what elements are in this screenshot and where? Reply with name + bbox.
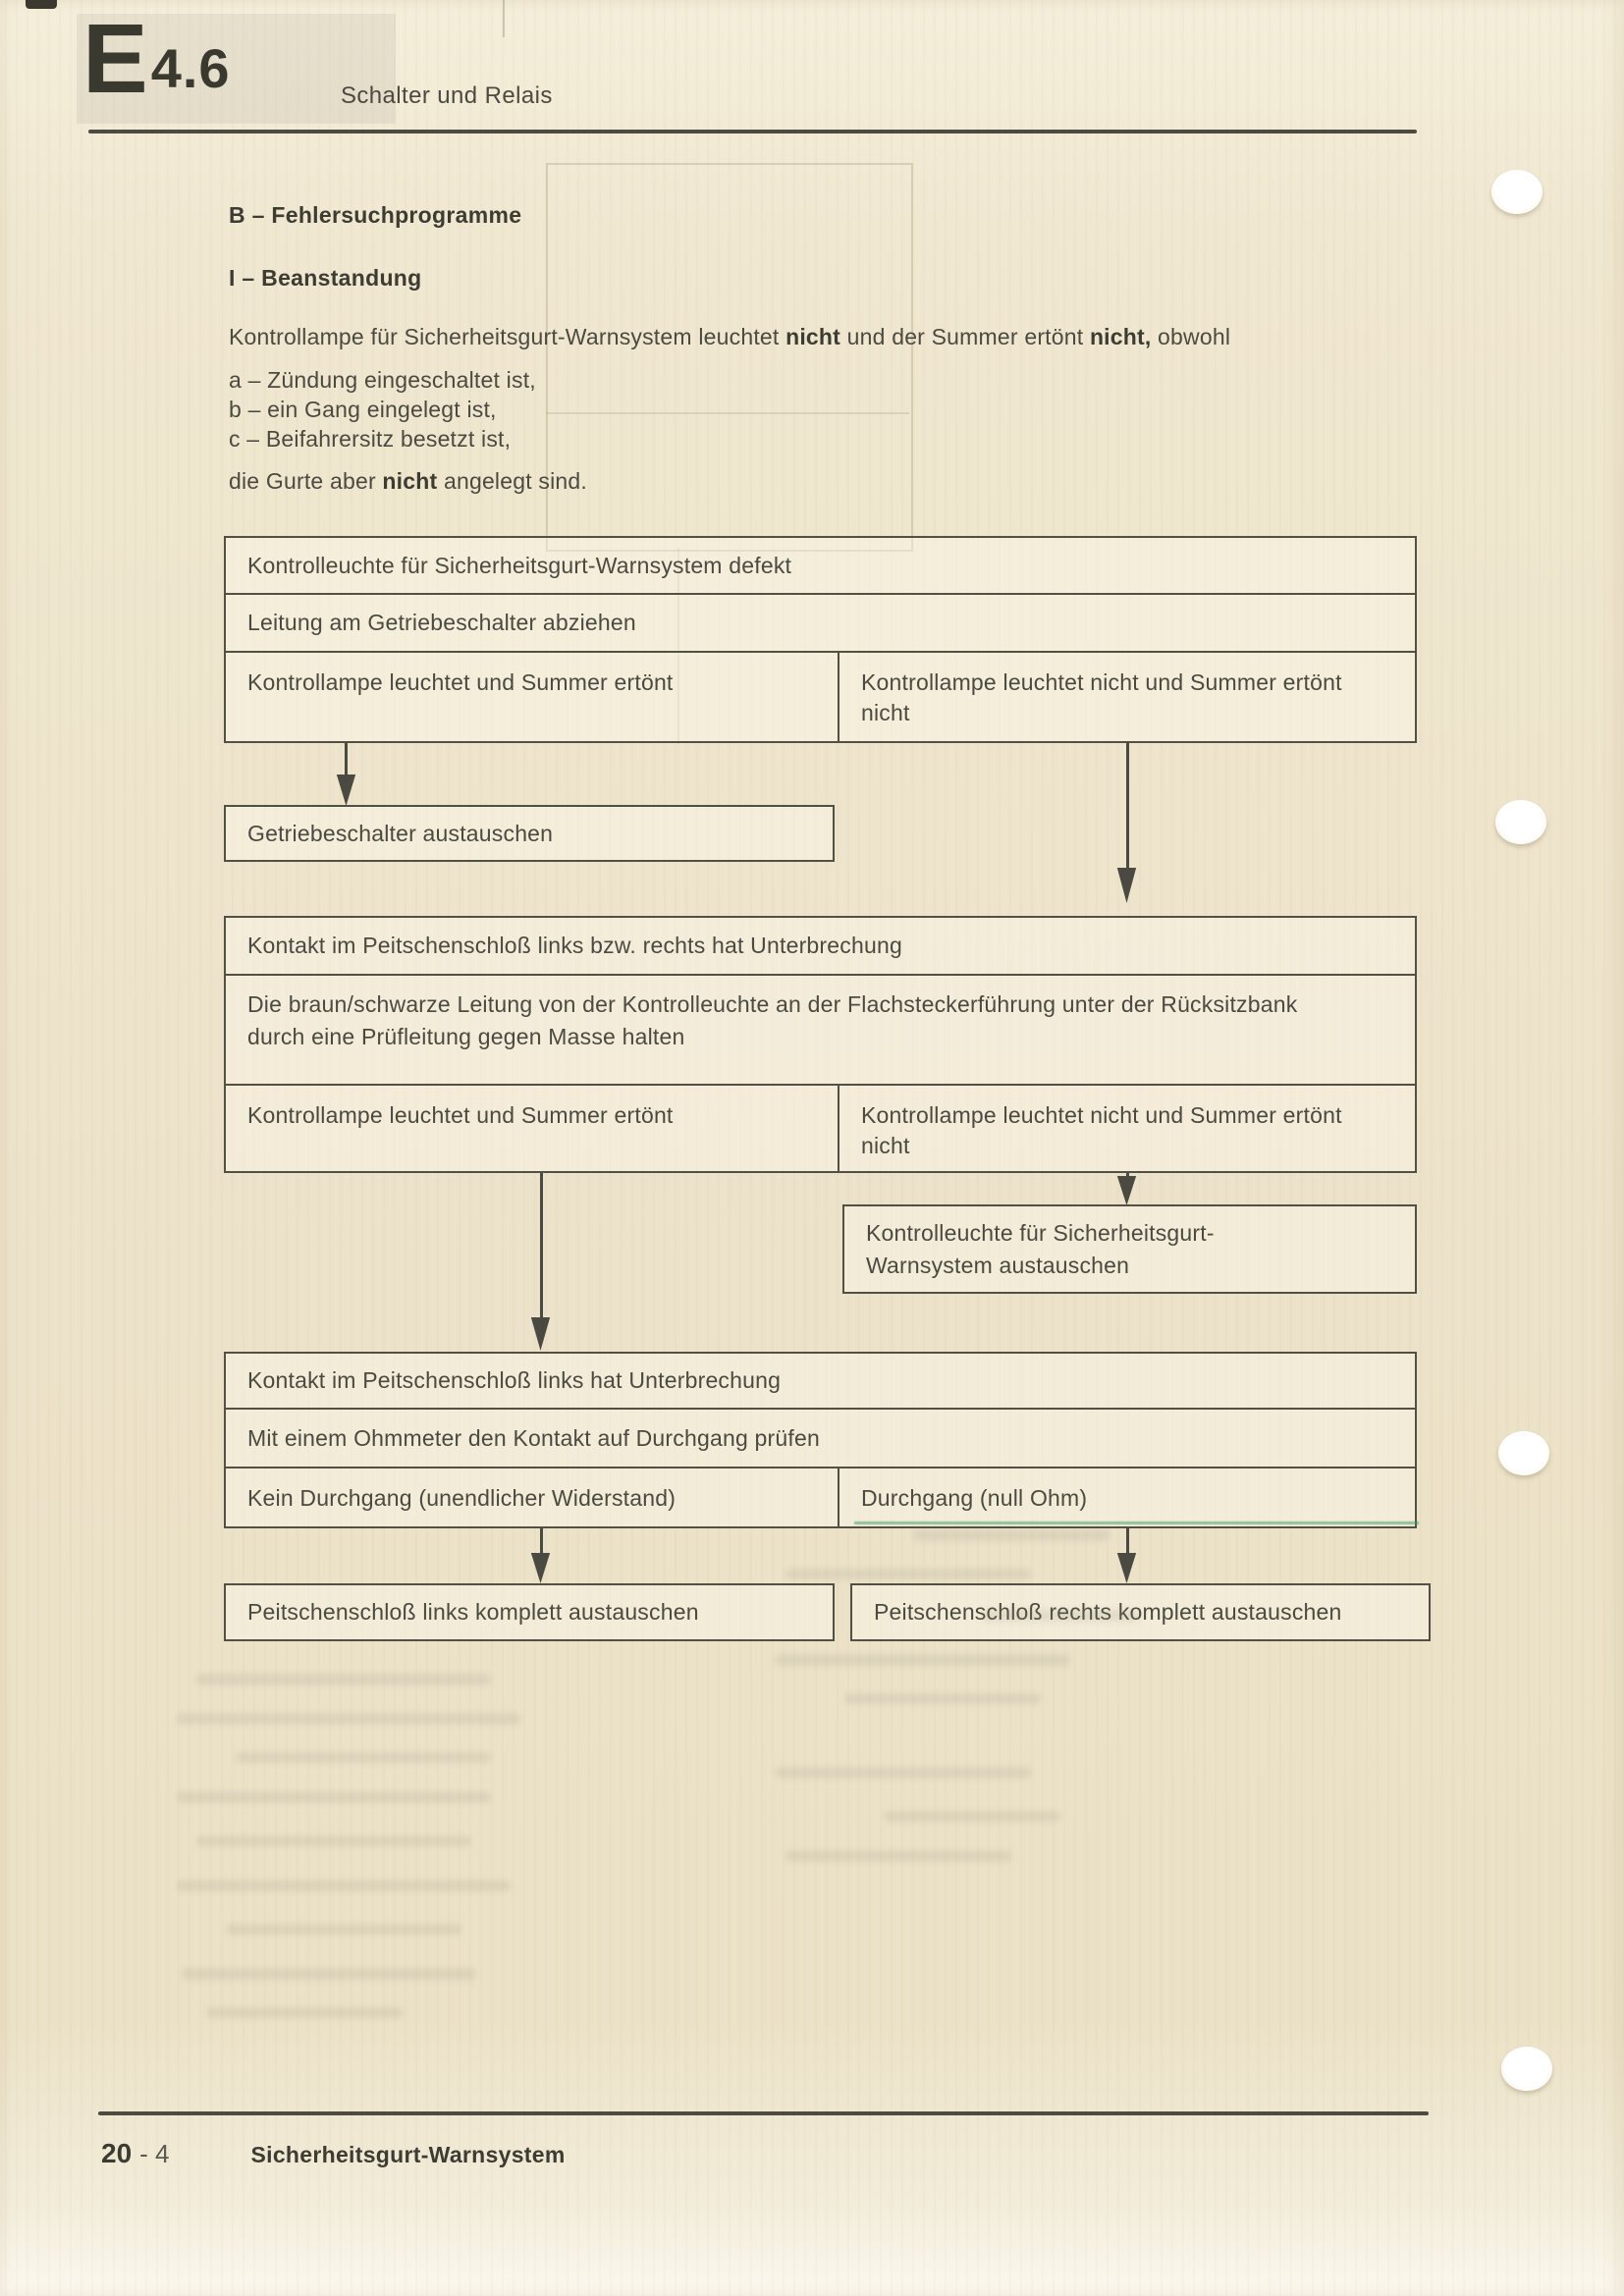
flow-arrowhead bbox=[1116, 1553, 1137, 1583]
flow-arrow bbox=[540, 1173, 543, 1320]
flow-outcome-left: Kontrollampe leuchtet und Summer ertönt bbox=[247, 669, 674, 695]
flow-arrow bbox=[540, 1528, 543, 1556]
complaint-text: die Gurte aber bbox=[229, 468, 383, 494]
flow-step bbox=[226, 974, 1415, 1084]
show-through-smudge bbox=[177, 1880, 511, 1892]
flow-arrow bbox=[1126, 1528, 1129, 1556]
heading-beanstandung: I – Beanstandung bbox=[229, 265, 422, 291]
show-through-smudge bbox=[177, 1791, 491, 1803]
show-through-smudge bbox=[196, 1674, 491, 1685]
show-through-green-line bbox=[854, 1522, 1419, 1524]
show-through-smudge bbox=[785, 1850, 1011, 1862]
flow-arrowhead bbox=[336, 774, 356, 806]
flow-action-text: Warnsystem austauschen bbox=[866, 1252, 1130, 1278]
complaint-emphasis: nicht bbox=[785, 324, 841, 349]
flow-outcome-text: Durchgang (null Ohm) bbox=[861, 1485, 1088, 1511]
punch-hole bbox=[1498, 1431, 1549, 1475]
page-header-title: Schalter und Relais bbox=[341, 82, 553, 109]
flow-block-2 bbox=[224, 916, 1417, 1173]
show-through-smudge bbox=[785, 1569, 1031, 1579]
footer-title: Sicherheitsgurt-Warnsystem bbox=[250, 2142, 566, 2167]
flow-outcome-text: Kontrollampe leuchtet nicht und Summer ertönt nicht bbox=[861, 669, 1342, 725]
flow-arrowhead bbox=[530, 1553, 551, 1583]
show-through-smudge bbox=[884, 1811, 1060, 1822]
flow-step: Kontakt im Peitschenschloß links hat Unterbrechung bbox=[247, 1367, 782, 1393]
page-number-suffix: - 4 bbox=[139, 2139, 170, 2168]
complaint-sentence bbox=[229, 324, 1230, 350]
page-number: 20 bbox=[101, 2138, 133, 2168]
condition-item-c: c – Beifahrersitz besetzt ist, bbox=[229, 426, 512, 452]
punch-hole bbox=[1501, 2047, 1552, 2091]
flow-step-text: Die braun/schwarze Leitung von der Kontrolleuchte an der Flachsteckerführung unter der Rücksitzbank durch eine Prüfleitung gegen Masse halten bbox=[247, 991, 1298, 1049]
flow-arrowhead bbox=[1116, 868, 1137, 903]
complaint-text: und der Summer ertönt bbox=[840, 324, 1090, 349]
section-code-number: 4.6 bbox=[150, 37, 231, 99]
footer bbox=[101, 2138, 566, 2169]
flow-block-1 bbox=[224, 536, 1417, 743]
complaint-text: Kontrollampe für Sicherheitsgurt-Warnsystem leuchtet bbox=[229, 324, 786, 349]
flow-outcome-right bbox=[838, 1086, 1415, 1171]
punch-hole bbox=[1495, 800, 1546, 844]
complaint-text: angelegt sind. bbox=[437, 468, 587, 494]
show-through-smudge bbox=[177, 1713, 520, 1725]
condition-item-a: a – Zündung eingeschaltet ist, bbox=[229, 367, 536, 393]
flow-step: Kontrolleuchte für Sicherheitsgurt-Warnsystem defekt bbox=[247, 552, 792, 578]
flow-outcome-left: Kontrollampe leuchtet und Summer ertönt bbox=[247, 1102, 674, 1128]
show-through-smudge bbox=[913, 1529, 1110, 1541]
header-rule bbox=[88, 130, 1417, 133]
flow-step: Kontakt im Peitschenschloß links bzw. rechts hat Unterbrechung bbox=[247, 933, 902, 958]
flow-action-text: Kontrolleuchte für Sicherheitsgurt- bbox=[866, 1219, 1215, 1246]
show-through-line bbox=[546, 412, 909, 414]
show-through-smudge bbox=[196, 1836, 471, 1846]
flow-step: Leitung am Getriebeschalter abziehen bbox=[226, 593, 1415, 651]
footer-rule bbox=[98, 2111, 1429, 2115]
complaint-closing bbox=[229, 468, 587, 495]
flow-action-getriebeschalter: Getriebeschalter austauschen bbox=[224, 805, 835, 862]
complaint-emphasis: nicht bbox=[382, 468, 438, 494]
flow-arrow bbox=[1126, 743, 1129, 871]
scan-seam-line bbox=[503, 0, 505, 37]
flow-outcome-text: Kontrollampe leuchtet nicht und Summer ertönt nicht bbox=[861, 1102, 1342, 1158]
flow-arrow bbox=[345, 743, 348, 778]
show-through-smudge bbox=[776, 1654, 1070, 1666]
flow-outcome-right bbox=[838, 1468, 1415, 1526]
show-through-smudge bbox=[206, 2007, 403, 2018]
scan-corner-mark bbox=[26, 0, 57, 9]
section-code-letter: E bbox=[82, 4, 146, 114]
show-through-smudge bbox=[844, 1693, 1041, 1704]
flow-action-peitschenschloss-links: Peitschenschloß links komplett austauschen bbox=[224, 1583, 835, 1641]
flow-action-kontrolleuchte bbox=[842, 1204, 1417, 1294]
flow-action-peitschenschloss-rechts: Peitschenschloß rechts komplett austauschen bbox=[850, 1583, 1431, 1641]
flow-outcome-right bbox=[838, 653, 1415, 741]
complaint-text: obwohl bbox=[1151, 324, 1231, 349]
show-through-smudge bbox=[776, 1767, 1031, 1779]
show-through-box bbox=[546, 163, 913, 552]
flow-block-3 bbox=[224, 1352, 1417, 1528]
show-through-smudge bbox=[982, 1610, 1139, 1622]
flow-arrowhead bbox=[1116, 1176, 1137, 1205]
section-code bbox=[82, 4, 231, 114]
heading-fehlersuchprogramme: B – Fehlersuchprogramme bbox=[229, 202, 522, 228]
complaint-emphasis: nicht, bbox=[1089, 324, 1152, 349]
punch-hole bbox=[1491, 170, 1543, 214]
condition-item-b: b – ein Gang eingelegt ist, bbox=[229, 397, 497, 422]
show-through-smudge bbox=[182, 1968, 476, 1980]
show-through-smudge bbox=[236, 1752, 491, 1763]
flow-outcome-left: Kein Durchgang (unendlicher Widerstand) bbox=[247, 1485, 677, 1511]
flow-step: Mit einem Ohmmeter den Kontakt auf Durchgang prüfen bbox=[226, 1408, 1415, 1467]
flow-arrowhead bbox=[530, 1317, 551, 1351]
show-through-smudge bbox=[226, 1924, 461, 1935]
